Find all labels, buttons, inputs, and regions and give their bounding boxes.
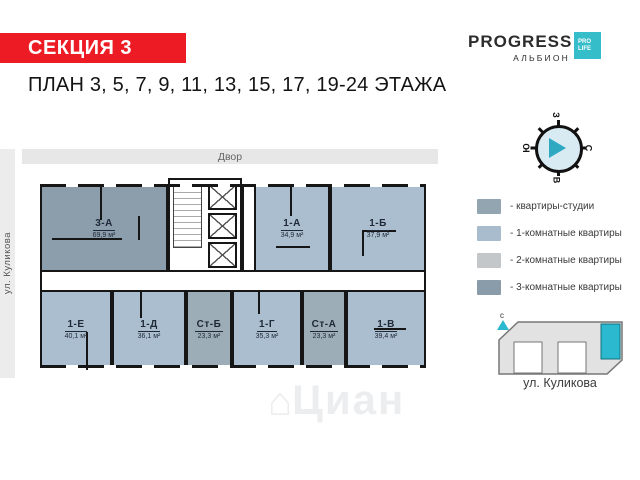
legend-swatch-2room [477,253,501,268]
apartment-1G [232,290,302,368]
apartment-area: 23,3 м² [312,332,336,340]
apartment-name: 1-Б [369,217,387,229]
logo-badge-line2: LIFE [578,45,591,52]
minimap-building [492,310,628,378]
compass-north-label: С [583,144,594,152]
apartment-name: 1-В [377,318,395,330]
apartment-area: 36,1 м² [137,332,161,340]
legend-swatch-1room [477,226,501,241]
apartment-area: 39,4 м² [374,332,398,340]
plan-title: ПЛАН 3, 5, 7, 9, 11, 13, 15, 17, 19-24 ЭТАЖА [28,74,447,96]
staircase-icon [173,184,202,248]
facade-windows-top [40,184,426,187]
compass-west-label: З [550,112,561,118]
apartment-area: 40,1 м² [64,332,88,340]
floor-plan [35,173,431,373]
elevator-column [208,184,237,271]
logo-pro-life-badge [574,32,601,59]
apartment-name: 1-Г [258,318,276,330]
apartment-name: 1-А [283,217,301,229]
apartment-name: Ст-Б [196,318,222,330]
elevator-icon [208,213,237,239]
apartment-name: 1-Е [67,318,85,330]
elevator-icon [208,184,237,210]
legend-item-studio [477,199,622,214]
apartment-name: 3-А [95,217,113,229]
apartment-1D [112,290,186,368]
yard-label-bar: Двор [22,149,438,164]
logo [468,32,573,63]
minimap-section [514,342,542,373]
apartment-area: 34,9 м² [280,231,304,239]
section-banner: СЕКЦИЯ 3 [0,33,186,63]
street-label: ул. Куликова [2,232,13,295]
legend-item-2room [477,253,622,268]
stair-elevator-core [168,178,242,272]
logo-subtitle: АЛЬБИОН [513,53,570,63]
compass-icon [522,112,594,184]
legend-label: - 1-комнатные квартиры [510,228,622,239]
minimap-north-arrow-icon [497,320,509,330]
apartment-1A [254,184,330,272]
legend-swatch-studio [477,199,501,214]
legend-label: - квартиры-студии [510,201,595,212]
compass-south-label: Ю [521,143,532,153]
apartment-name: 1-Д [140,318,158,330]
watermark-text: Циан [292,376,406,423]
compass-arrow-icon [549,138,566,158]
minimap-street-label: ул. Куликова [523,376,597,390]
apartment-area: 23,3 м² [197,332,221,340]
location-minimap [492,310,628,378]
compass-east-label: В [551,176,562,184]
legend-item-1room [477,226,622,241]
apartment-area: 37,9 м² [366,231,390,239]
legend-label: - 3-комнатные квартиры [510,282,622,293]
minimap-north-label: с [500,311,504,320]
legend [477,199,622,307]
apartment-area: 69,9 м² [92,231,116,239]
minimap-highlighted-section-3 [601,324,620,359]
apartment-StA [302,290,346,368]
legend-swatch-3room [477,280,501,295]
apartment-area: 35,3 м² [255,332,279,340]
legend-label: - 2-комнатные квартиры [510,255,622,266]
apartment-1B [330,184,426,272]
elevator-icon [208,242,237,268]
apartment-3A [40,184,168,272]
street-label-bar [0,149,15,378]
logo-badge-line1: PRO [578,38,592,45]
apartment-1V [346,290,426,368]
minimap-section [558,342,586,373]
apartment-name: Ст-А [311,318,337,330]
apartment-StB [186,290,232,368]
facade-windows-bottom [40,365,426,368]
apartment-1E [40,290,112,368]
legend-item-3room [477,280,622,295]
logo-name: PROGRESS [468,32,573,51]
watermark-house-icon: ⌂ [268,380,293,424]
cian-watermark [268,378,405,422]
